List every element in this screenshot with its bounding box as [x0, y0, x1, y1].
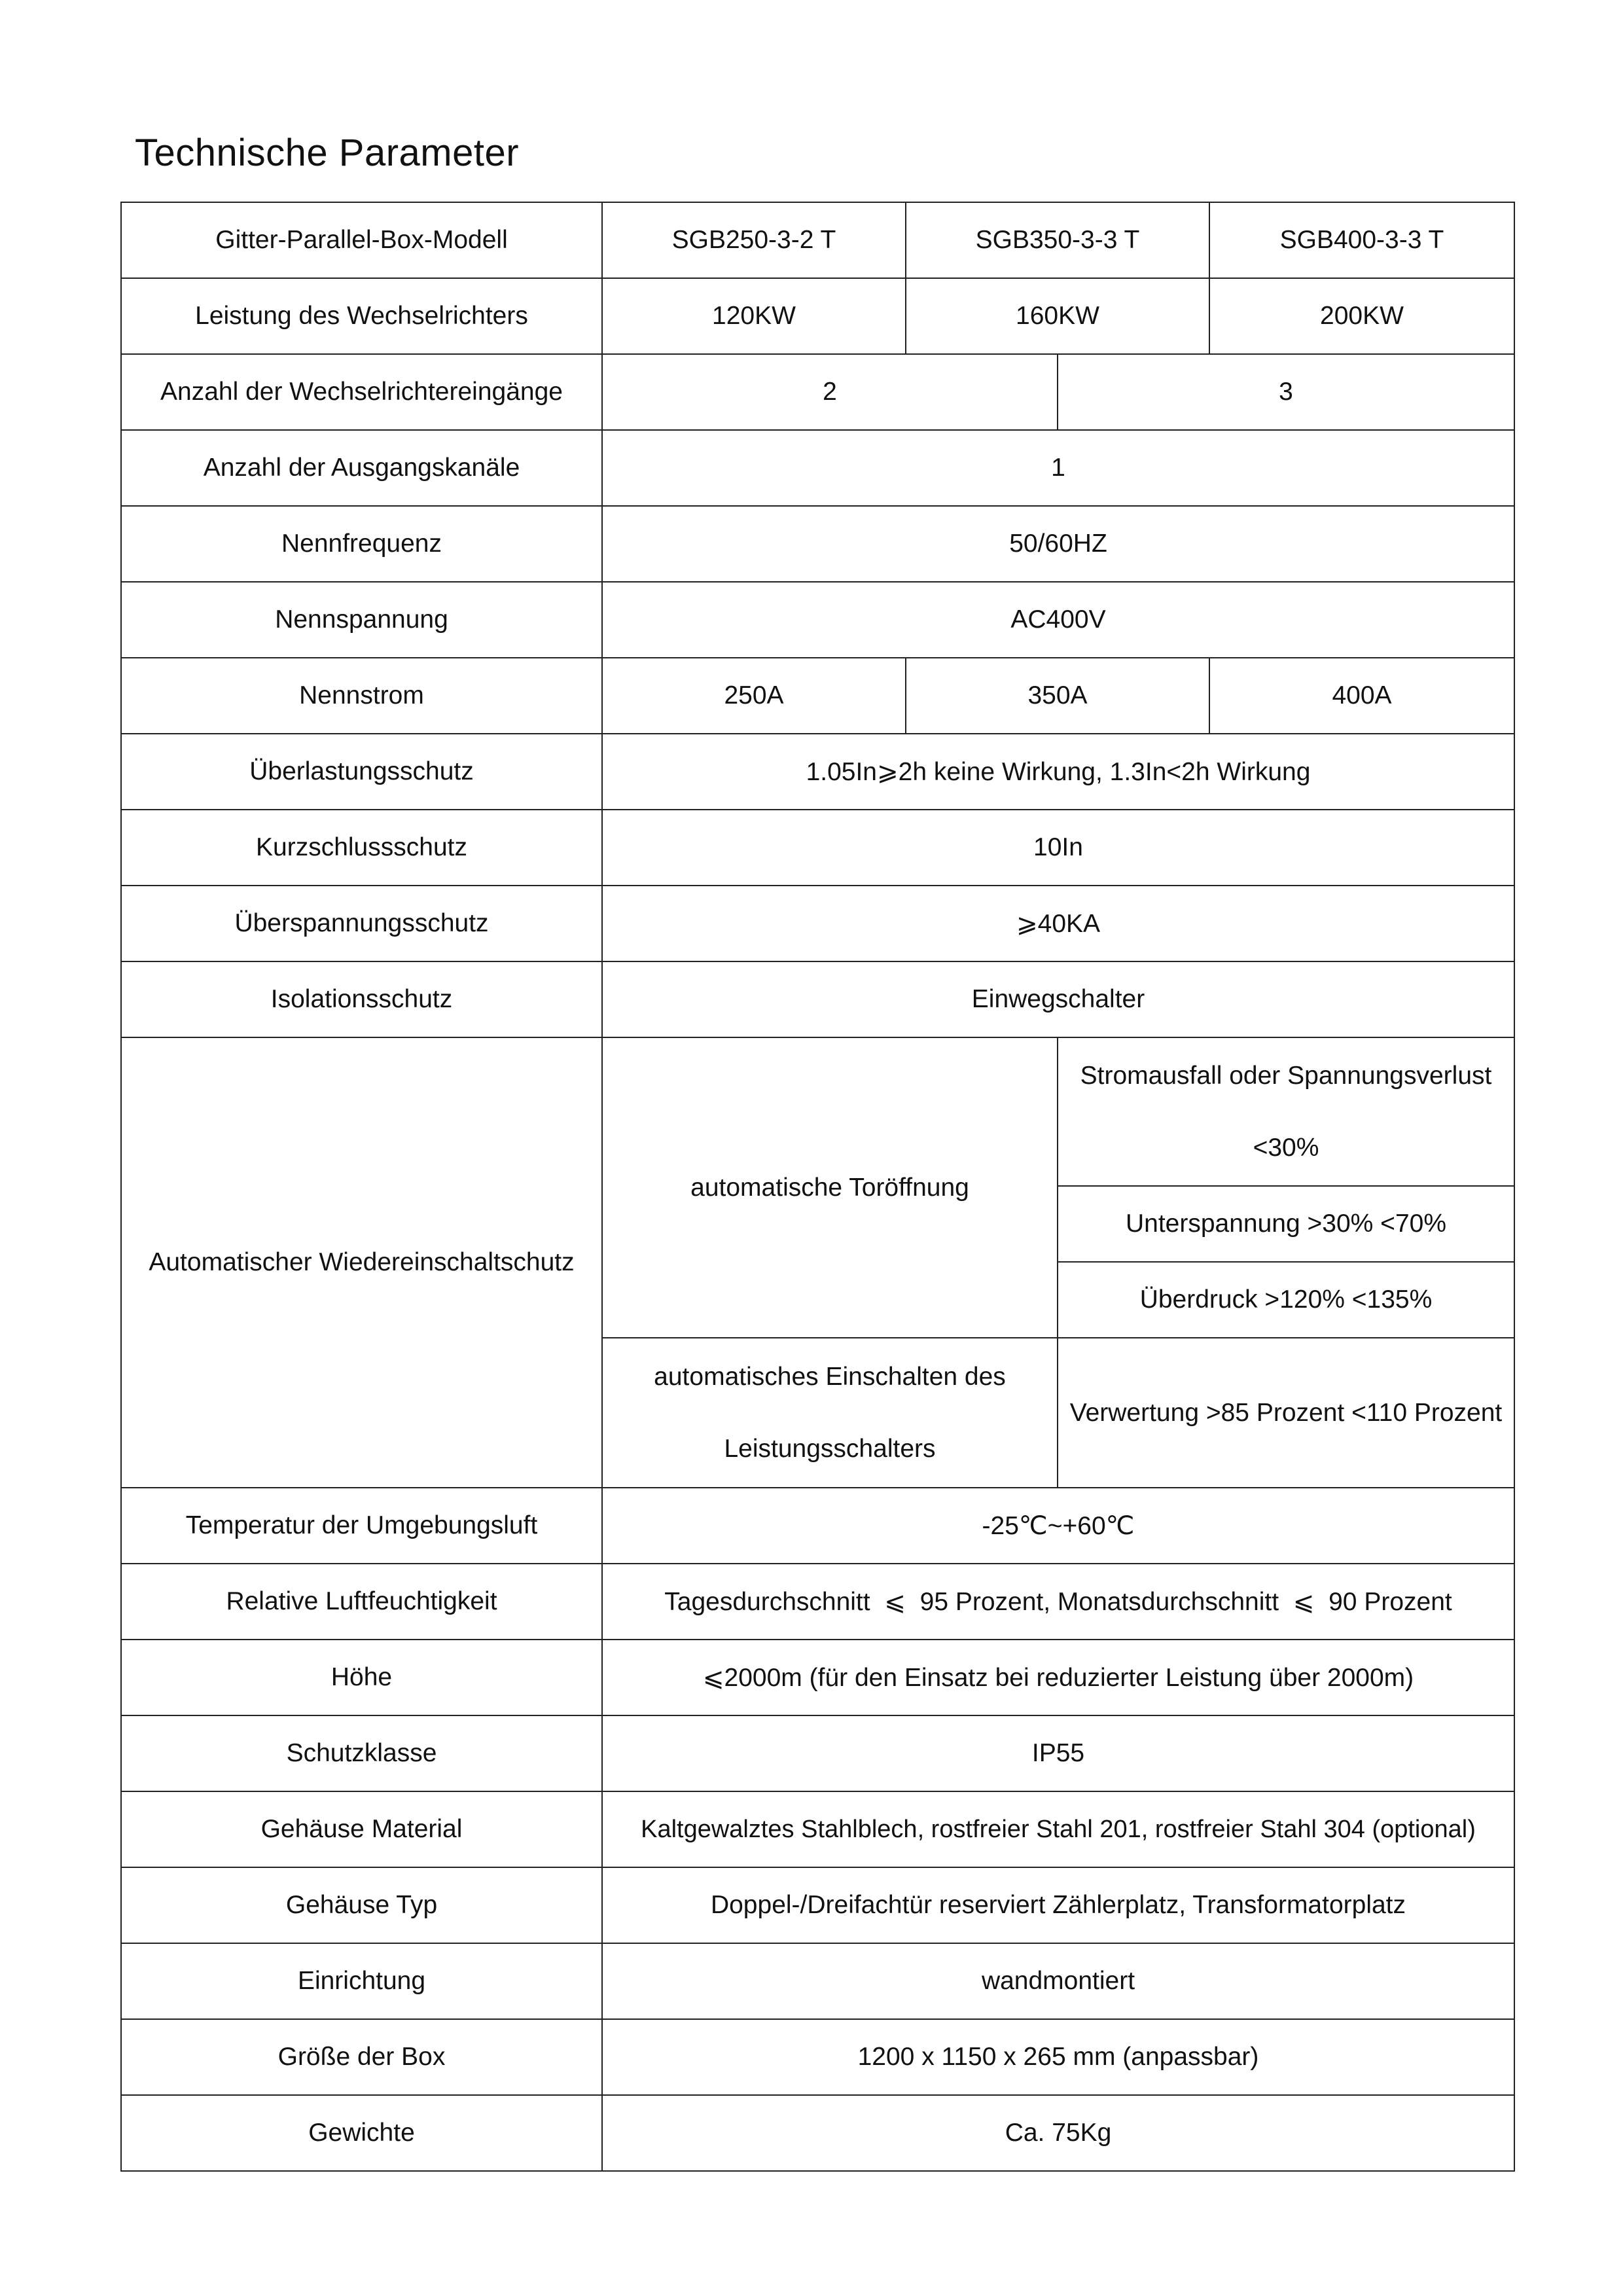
breaker-label-line: Leistungsschalters — [724, 1434, 936, 1463]
page-title: Technische Parameter — [135, 132, 520, 174]
table-row-power — [121, 278, 1514, 354]
table-row-header — [121, 202, 1514, 278]
table-row-inputs — [121, 354, 1514, 430]
condition-cell: Überdruck >120% <135% — [1058, 1262, 1514, 1338]
value-cell: 2 — [602, 354, 1058, 430]
table-row-material — [121, 1791, 1514, 1867]
table-row-altitude — [121, 1640, 1514, 1715]
condition-line: Stromausfall oder Spannungsverlust — [1080, 1061, 1492, 1090]
row-label: Isolationsschutz — [121, 961, 602, 1037]
row-label: Gewichte — [121, 2095, 602, 2171]
value-cell: Einwegschalter — [602, 961, 1514, 1037]
value-cell: wandmontiert — [602, 1943, 1514, 2019]
row-label: Kurzschlussschutz — [121, 810, 602, 886]
table-row-voltage — [121, 582, 1514, 658]
value-cell: Ca. 75Kg — [602, 2095, 1514, 2171]
row-label: Nennstrom — [121, 658, 602, 734]
table-row-temperature — [121, 1488, 1514, 1564]
condition-cell — [1058, 1037, 1514, 1186]
value-cell: 350A — [906, 658, 1209, 734]
value-cell: 400A — [1209, 658, 1514, 734]
row-label: Überspannungsschutz — [121, 886, 602, 961]
row-label: Relative Luftfeuchtigkeit — [121, 1564, 602, 1640]
table-row-overload — [121, 734, 1514, 810]
value-cell: 1200 x 1150 x 265 mm (anpassbar) — [602, 2019, 1514, 2095]
row-label: Temperatur der Umgebungsluft — [121, 1488, 602, 1564]
table-row-surge — [121, 886, 1514, 961]
breaker-label-cell — [602, 1338, 1058, 1488]
value-cell: 200KW — [1209, 278, 1514, 354]
row-label: Automatischer Wiedereinschaltschutz — [121, 1037, 602, 1488]
row-label: Nennfrequenz — [121, 506, 602, 582]
value-cell: 1.05In⩾2h keine Wirkung, 1.3In<2h Wirkung — [602, 734, 1514, 810]
value-cell: Doppel-/Dreifachtür reserviert Zählerplatz, Transformatorplatz — [602, 1867, 1514, 1943]
row-label: Gitter-Parallel-Box-Modell — [121, 202, 602, 278]
condition-cell: Unterspannung >30% <70% — [1058, 1186, 1514, 1262]
row-label: Anzahl der Wechselrichtereingänge — [121, 354, 602, 430]
value-cell: ⩽2000m (für den Einsatz bei reduzierter Leistung über 2000m) — [602, 1640, 1514, 1715]
value-cell: 1 — [602, 430, 1514, 506]
row-label: Nennspannung — [121, 582, 602, 658]
table-row-outputs — [121, 430, 1514, 506]
table-row-humidity — [121, 1564, 1514, 1640]
row-label: Überlastungsschutz — [121, 734, 602, 810]
table-row-reclose-1 — [121, 1037, 1514, 1186]
breaker-label-line: automatisches Einschalten des — [654, 1362, 1006, 1391]
table-row-weight — [121, 2095, 1514, 2171]
table-row-mounting — [121, 1943, 1514, 2019]
value-cell: -25℃~+60℃ — [602, 1488, 1514, 1564]
row-label: Einrichtung — [121, 1943, 602, 2019]
row-label: Schutzklasse — [121, 1715, 602, 1791]
table-row-current — [121, 658, 1514, 734]
table-row-frequency — [121, 506, 1514, 582]
table-row-short-circuit — [121, 810, 1514, 886]
value-cell: 50/60HZ — [602, 506, 1514, 582]
condition-line: <30% — [1253, 1133, 1319, 1162]
table-row-isolation — [121, 961, 1514, 1037]
row-label: Leistung des Wechselrichters — [121, 278, 602, 354]
condition-cell: Verwertung >85 Prozent <110 Prozent — [1058, 1338, 1514, 1488]
model-cell: SGB250-3-2 T — [602, 202, 906, 278]
value-cell: 120KW — [602, 278, 906, 354]
value-cell: Kaltgewalztes Stahlblech, rostfreier Stahl 201, rostfreier Stahl 304 (optional) — [602, 1791, 1514, 1867]
value-cell: IP55 — [602, 1715, 1514, 1791]
row-label: Anzahl der Ausgangskanäle — [121, 430, 602, 506]
model-cell: SGB350-3-3 T — [906, 202, 1209, 278]
parameters-table — [120, 202, 1515, 2172]
table-row-protection — [121, 1715, 1514, 1791]
row-label: Höhe — [121, 1640, 602, 1715]
value-cell: 160KW — [906, 278, 1209, 354]
value-cell: AC400V — [602, 582, 1514, 658]
value-cell: ⩾40KA — [602, 886, 1514, 961]
value-cell: 3 — [1058, 354, 1514, 430]
row-label: Größe der Box — [121, 2019, 602, 2095]
model-cell: SGB400-3-3 T — [1209, 202, 1514, 278]
value-cell: Tagesdurchschnitt ⩽ 95 Prozent, Monatsdurchschnitt ⩽ 90 Prozent — [602, 1564, 1514, 1640]
gate-label-cell: automatische Toröffnung — [602, 1037, 1058, 1338]
value-cell: 250A — [602, 658, 906, 734]
value-cell: 10In — [602, 810, 1514, 886]
row-label: Gehäuse Material — [121, 1791, 602, 1867]
row-label: Gehäuse Typ — [121, 1867, 602, 1943]
table-row-housing-type — [121, 1867, 1514, 1943]
table-row-size — [121, 2019, 1514, 2095]
